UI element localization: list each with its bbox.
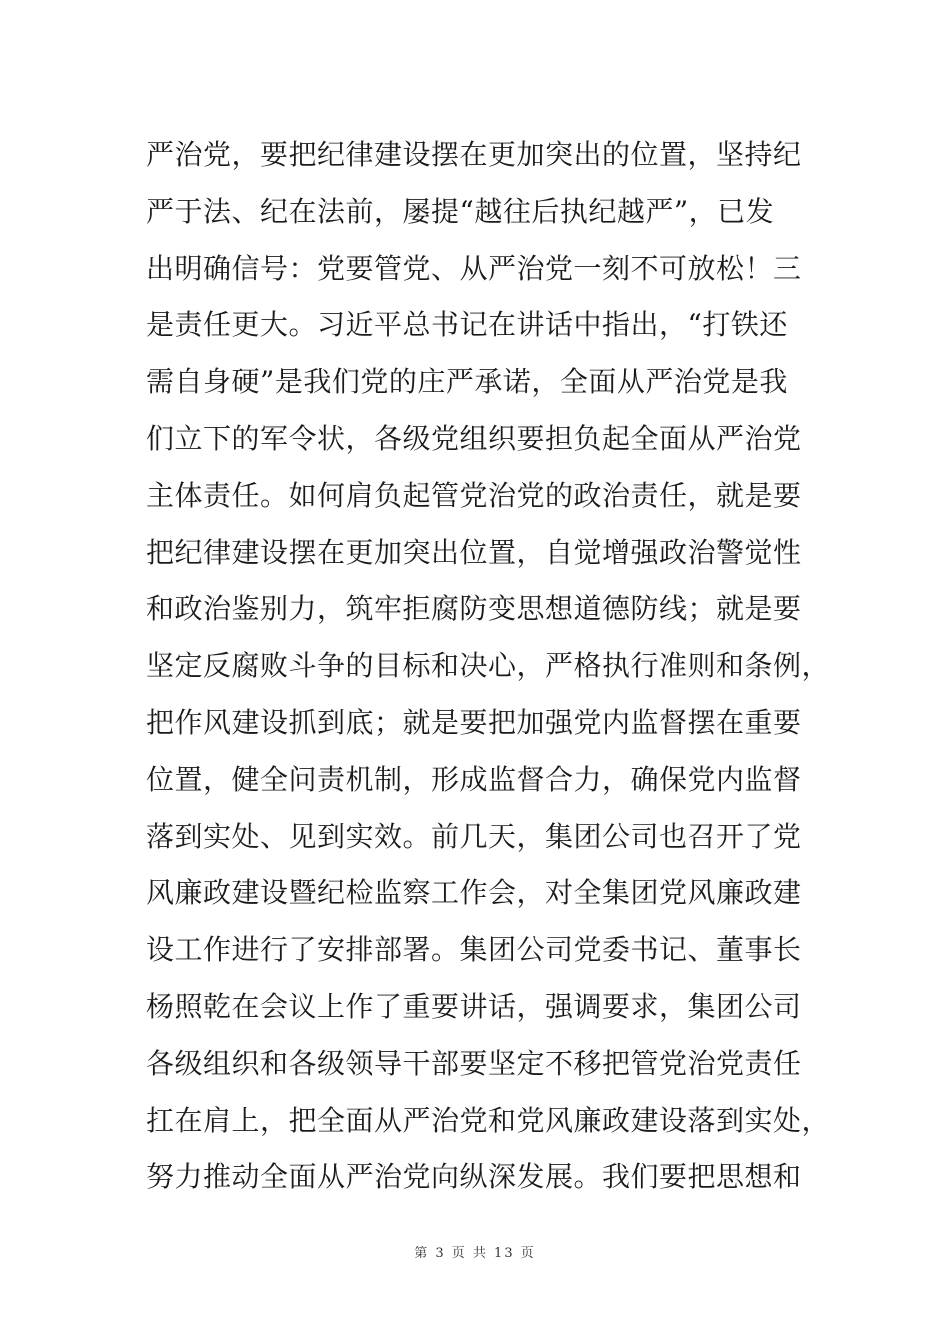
text-line: 努力推动全面从严治党向纵深发展。我们要把思想和 xyxy=(146,1160,802,1194)
text-line: 需自身硬”是我们党的庄严承诺，全面从严治党是我 xyxy=(146,365,788,399)
text-line: 把纪律建设摆在更加突出位置，自觉增强政治警觉性 xyxy=(146,535,802,569)
text-line: 落到实处、见到实效。前几天，集团公司也召开了党 xyxy=(146,819,802,853)
text-line: 出明确信号：党要管党、从严治党一刻不可放松！三 xyxy=(146,251,802,285)
text-line: 主体责任。如何肩负起管党治党的政治责任，就是要 xyxy=(146,478,802,512)
text-line: 风廉政建设暨纪检监察工作会，对全集团党风廉政建 xyxy=(146,876,802,910)
page-number-footer: 第 3 页 共 13 页 xyxy=(414,1246,536,1261)
text-line: 严于法、纪在法前，屡提“越往后执纪越严”，已发 xyxy=(146,194,775,228)
text-line: 严治党，要把纪律建设摆在更加突出的位置，坚持纪 xyxy=(146,138,802,171)
text-line: 把作风建设抓到底；就是要把加强党内监督摆在重要 xyxy=(146,705,802,739)
text-line: 设工作进行了安排部署。集团公司党委书记、董事长 xyxy=(146,933,802,967)
body-paragraph xyxy=(146,127,831,1206)
text-line: 坚定反腐败斗争的目标和决心，严格执行准则和条例， xyxy=(146,649,831,683)
text-line: 们立下的军令状，各级党组织要担负起全面从严治党 xyxy=(146,421,802,455)
text-line: 和政治鉴别力，筑牢拒腐防变思想道德防线；就是要 xyxy=(146,592,802,626)
text-line: 杨照乾在会议上作了重要讲话，强调要求，集团公司 xyxy=(146,989,802,1023)
text-line: 各级组织和各级领导干部要坚定不移把管党治党责任 xyxy=(146,1046,802,1080)
text-line: 是责任更大。习近平总书记在讲话中指出，“打铁还 xyxy=(146,308,788,342)
text-line: 扛在肩上，把全面从严治党和党风廉政建设落到实处， xyxy=(146,1103,831,1137)
text-line: 位置，健全问责机制，形成监督合力，确保党内监督 xyxy=(146,762,802,796)
